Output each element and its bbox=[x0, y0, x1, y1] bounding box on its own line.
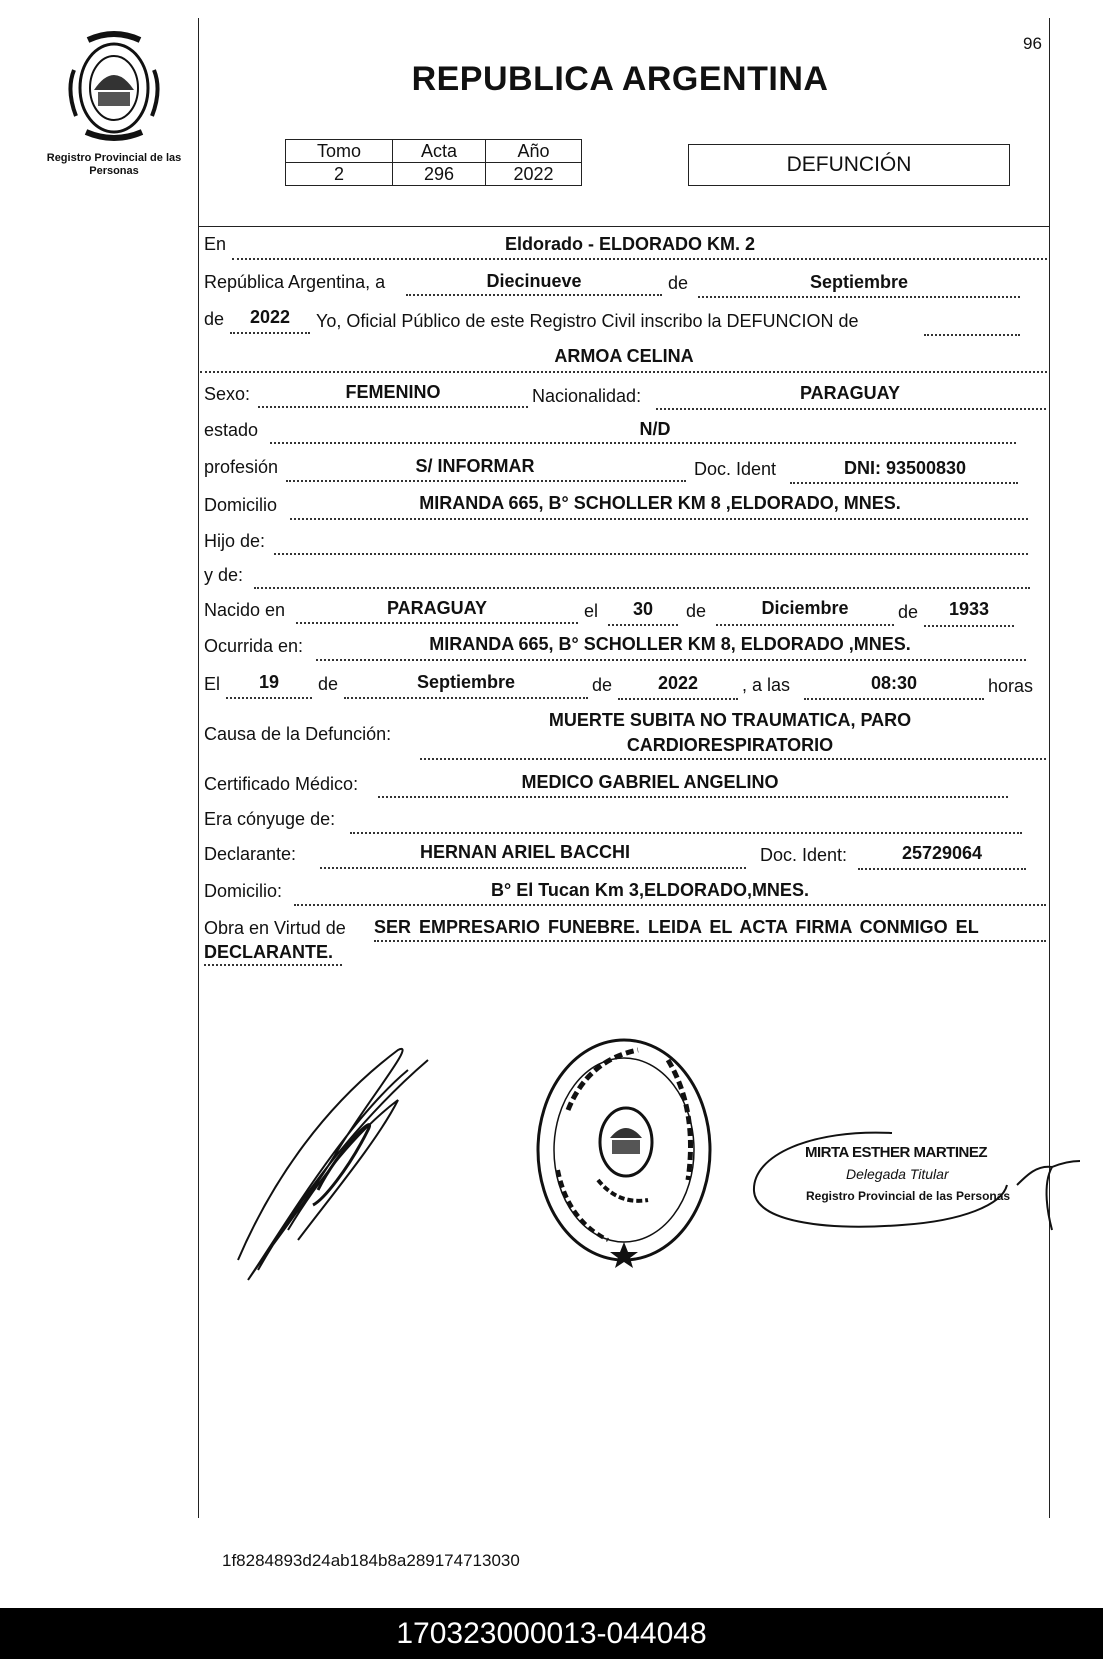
label-horas: horas bbox=[988, 676, 1034, 696]
value-lugar: Eldorado - ELDORADO KM. 2 bbox=[504, 234, 755, 254]
label-de-def1: de bbox=[318, 674, 339, 694]
dots-y-de bbox=[254, 587, 1030, 589]
label-de-def2: de bbox=[592, 675, 613, 695]
value-sexo: FEMENINO bbox=[345, 382, 441, 402]
dots-anio bbox=[230, 332, 310, 334]
label-declarante: Declarante: bbox=[204, 844, 297, 864]
value-anio: 2022 bbox=[249, 307, 291, 327]
label-hijo-de: Hijo de: bbox=[204, 531, 266, 551]
value-nac-anio: 1933 bbox=[948, 599, 990, 619]
dots-estado bbox=[270, 442, 1016, 444]
value-causa-line2: CARDIORESPIRATORIO bbox=[626, 735, 834, 755]
page-title: REPUBLICA ARGENTINA bbox=[411, 60, 829, 98]
label-republica: República Argentina, a bbox=[204, 272, 386, 292]
acta-header: Acta bbox=[393, 140, 486, 163]
dots-nacido-en bbox=[296, 622, 578, 624]
dots-nac-dia bbox=[608, 624, 678, 626]
label-el-fecha: El bbox=[204, 674, 221, 694]
label-de-mes: de bbox=[668, 273, 689, 293]
label-a-las: , a las bbox=[742, 675, 791, 695]
value-nombre: ARMOA CELINA bbox=[554, 346, 694, 366]
value-domicilio-declarante: B° El Tucan Km 3,ELDORADO,MNES. bbox=[491, 880, 809, 900]
label-de-anio: de bbox=[204, 309, 225, 329]
label-doc-ident: Doc. Ident bbox=[694, 459, 777, 479]
value-def-dia: 19 bbox=[258, 672, 280, 692]
label-de-nac1: de bbox=[686, 601, 707, 621]
dots-obra-2 bbox=[204, 964, 342, 966]
form-top-rule bbox=[198, 226, 1049, 227]
label-nacido-en: Nacido en bbox=[204, 600, 286, 620]
value-ocurrida-en: MIRANDA 665, B° SCHOLLER KM 8, ELDORADO ,MNES. bbox=[429, 634, 911, 654]
dots-nac-mes bbox=[716, 624, 894, 626]
dots-domicilio bbox=[290, 518, 1028, 520]
label-nacionalidad: Nacionalidad: bbox=[532, 386, 642, 406]
value-documento: DNI: 93500830 bbox=[843, 458, 967, 478]
dots-oficial-end bbox=[924, 334, 1020, 336]
official-name: MIRTA ESTHER MARTINEZ bbox=[805, 1144, 987, 1161]
label-sexo: Sexo: bbox=[204, 384, 251, 404]
page-number: 96 bbox=[1023, 34, 1042, 53]
label-en: En bbox=[204, 234, 227, 254]
value-def-mes: Septiembre bbox=[416, 672, 516, 692]
dots-documento bbox=[790, 482, 1018, 484]
dots-declarante-doc bbox=[858, 868, 1026, 870]
label-estado: estado bbox=[204, 420, 259, 440]
dots-hijo-de bbox=[274, 553, 1028, 555]
label-certificado: Certificado Médico: bbox=[204, 774, 359, 794]
tomo-value: 2 bbox=[286, 163, 393, 186]
declarant-signature bbox=[228, 1030, 458, 1300]
dots-obra-1 bbox=[374, 940, 1046, 942]
dots-declarante bbox=[320, 867, 746, 869]
label-de-nac2: de bbox=[898, 602, 919, 622]
dots-dia bbox=[406, 294, 662, 296]
label-profesion: profesión bbox=[204, 457, 279, 477]
value-certificado: MEDICO GABRIEL ANGELINO bbox=[521, 772, 779, 792]
document-hash: 1f8284893d24ab184b8a289174713030 bbox=[222, 1551, 520, 1570]
acta-value: 296 bbox=[393, 163, 486, 186]
label-oficial: Yo, Oficial Público de este Registro Civil inscribo la DEFUNCION de bbox=[316, 311, 859, 331]
official-role: Delegada Titular bbox=[846, 1166, 949, 1182]
label-doc-ident-declarante: Doc. Ident: bbox=[760, 845, 848, 865]
dots-causa bbox=[420, 758, 1046, 760]
dots-nombre bbox=[200, 371, 1047, 373]
logo-caption: Registro Provincial de las Personas bbox=[46, 152, 182, 177]
label-conyuge: Era cónyuge de: bbox=[204, 809, 336, 829]
label-domicilio-declarante: Domicilio: bbox=[204, 881, 283, 901]
value-estado: N/D bbox=[639, 419, 671, 439]
label-el: el bbox=[584, 601, 599, 621]
label-causa: Causa de la Defunción: bbox=[204, 724, 392, 744]
dots-nac-anio bbox=[924, 625, 1014, 627]
record-table bbox=[285, 139, 582, 186]
dots-domicilio-declarante bbox=[294, 904, 1046, 906]
dots-def-mes bbox=[344, 697, 588, 699]
dots-lugar bbox=[232, 258, 1047, 260]
value-obra-line1: SER EMPRESARIO FUNEBRE. LEIDA EL ACTA FIRMA CONMIGO EL bbox=[374, 917, 979, 937]
label-domicilio: Domicilio bbox=[204, 495, 278, 515]
value-nacido-en: PARAGUAY bbox=[386, 598, 488, 618]
anio-value: 2022 bbox=[486, 163, 582, 186]
official-office: Registro Provincial de las Personas bbox=[806, 1189, 1011, 1203]
value-domicilio: MIRANDA 665, B° SCHOLLER KM 8 ,ELDORADO, MNES. bbox=[419, 493, 901, 513]
label-y-de: y de: bbox=[204, 565, 244, 585]
value-dia-letras: Diecinueve bbox=[486, 271, 582, 291]
value-profesion: S/ INFORMAR bbox=[415, 456, 535, 476]
value-def-anio: 2022 bbox=[657, 673, 699, 693]
label-obra: Obra en Virtud de bbox=[204, 918, 346, 938]
dots-certificado bbox=[378, 796, 1008, 798]
dots-def-anio bbox=[618, 698, 738, 700]
value-declarante-doc: 25729064 bbox=[901, 843, 983, 863]
value-nac-mes: Diciembre bbox=[761, 598, 849, 618]
value-obra-line2: DECLARANTE. bbox=[204, 942, 333, 962]
left-margin-line bbox=[198, 18, 199, 1518]
value-nacionalidad: PARAGUAY bbox=[799, 383, 901, 403]
value-nac-dia: 30 bbox=[632, 599, 654, 619]
document-type-box: DEFUNCIÓN bbox=[688, 144, 1010, 186]
anio-header: Año bbox=[486, 140, 582, 163]
tomo-header: Tomo bbox=[286, 140, 393, 163]
value-mes: Septiembre bbox=[809, 272, 909, 292]
dots-ocurrida-en bbox=[316, 659, 1026, 661]
dots-conyuge bbox=[350, 832, 1022, 834]
dots-nacionalidad bbox=[656, 408, 1046, 410]
registry-stamp bbox=[528, 1030, 720, 1270]
province-coat-of-arms-logo bbox=[60, 30, 168, 142]
value-causa-line1: MUERTE SUBITA NO TRAUMATICA, PARO bbox=[548, 710, 912, 730]
dots-def-hora bbox=[804, 698, 984, 700]
value-declarante: HERNAN ARIEL BACCHI bbox=[419, 842, 630, 862]
value-def-hora: 08:30 bbox=[870, 673, 918, 693]
barcode-number-bar: 170323000013-044048 bbox=[0, 1608, 1103, 1659]
dots-def-dia bbox=[226, 697, 312, 699]
dots-sexo bbox=[258, 406, 528, 408]
dots-profesion bbox=[286, 480, 686, 482]
dots-mes bbox=[698, 296, 1020, 298]
label-ocurrida-en: Ocurrida en: bbox=[204, 636, 304, 656]
right-margin-line bbox=[1049, 18, 1050, 1518]
